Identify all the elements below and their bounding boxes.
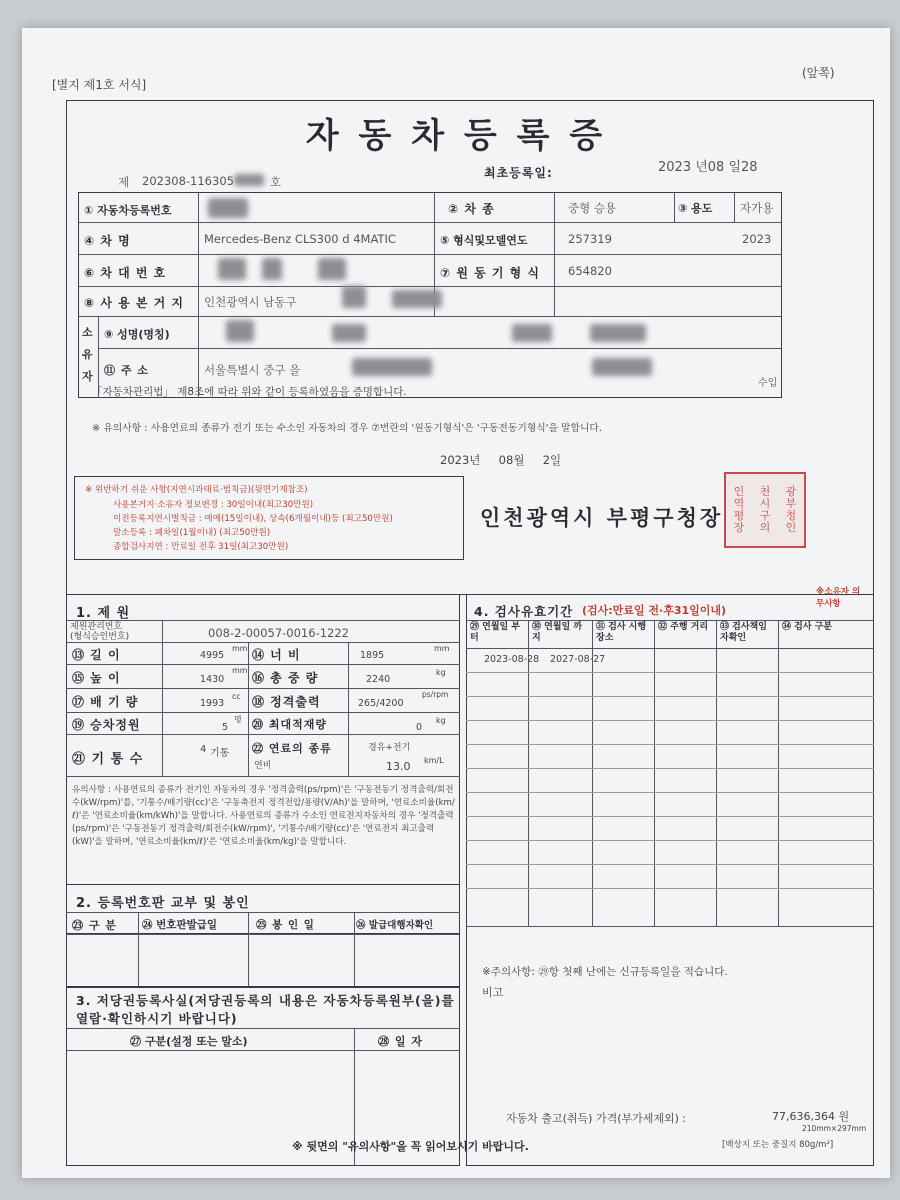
registration-certificate: [22, 28, 890, 1178]
price-value: 77,636,364 원: [772, 1110, 850, 1123]
name-value: Mercedes-Benz CLS300 d 4MATIC: [204, 232, 396, 246]
weight-label: ⑯ 총 중 량: [252, 671, 319, 685]
eff-label: 연비: [254, 761, 272, 771]
use-label: ③ 용도: [678, 202, 713, 215]
height-unit: mm: [232, 666, 248, 675]
width-value: 1895: [360, 650, 385, 661]
fuel-label: ㉒ 연료의 종류: [252, 742, 332, 755]
redacted-owner-name: [226, 320, 254, 342]
height-value: 1430: [200, 674, 225, 685]
plate-col-issued: ㉔ 번호판발급일: [142, 919, 218, 931]
type-label: ② 차 종: [448, 202, 495, 216]
redacted-regno-tail: [234, 174, 264, 186]
specs-note: 유의사항 : 사용연료의 종류가 전기인 자동차의 경우 '정격출력(ps/rpm)'은 '구동전동기 정격출력/회전수(kW/rpm)'를, '기통수/배기량(cc)'은 '구동축전지 정격전압/용량(V/Ah)'을 말하며, '연료소비율(km/ℓ)'은 '연료소비율(km/kWh)'을 말합니다. 사용연료의 종류가 수소인 연료전지자동차의 경우 '정격출력(ps/rpm)'은 '구동전동기 정격출력/회전수(kW/rpm)', '기통수/배기량(cc)'은 '연료전지 최고출력(kW)'을 말하며, '연료소비율(km/ℓ)'은 '연료소비율(km/kg)'을 말합니다.: [72, 785, 455, 847]
model-label: ⑤ 형식및모델연도: [440, 234, 528, 247]
redacted-owner-id-2: [512, 324, 552, 342]
length-unit: mm: [232, 644, 248, 653]
first-reg-label: 최초등록일:: [484, 166, 553, 180]
insp-col-from: ㉙ 연월일 부터: [470, 622, 521, 643]
owner-addr-tail: 수입: [758, 378, 778, 389]
insp-col-distance: ㉜ 주행 거리: [658, 622, 709, 632]
disp-value: 1993: [200, 698, 225, 709]
type-value: 중형 승용: [568, 201, 617, 215]
seats-value: 5: [222, 722, 229, 733]
insp-row1-from: 2023-08-28: [484, 654, 540, 665]
length-value: 4995: [200, 650, 225, 661]
issue-year-unit: 년: [469, 453, 481, 467]
name-label: ④ 차 명: [84, 234, 131, 248]
official-seal: 인 천 광 역 시 부 평 구 청 장 의 인: [724, 472, 806, 548]
penalty-line-5: 종합검사지연 : 만료일 전후 31일(최고30만원): [113, 542, 289, 552]
width-unit: mm: [434, 644, 450, 653]
approval-label: 제원관리번호 (형식승인번호): [70, 622, 130, 642]
cyl-value: 4: [200, 744, 207, 755]
power-label: ⑱ 정격출력: [252, 695, 321, 709]
redacted-owner-id-1: [332, 324, 366, 342]
cyl-label: ㉑ 기 통 수: [72, 752, 144, 767]
redacted-vin-1: [218, 258, 246, 280]
issue-day-unit: 일: [550, 453, 562, 467]
plate-title: 2. 등록번호판 교부 및 봉인: [76, 896, 250, 911]
vin-label: ⑥ 차 대 번 호: [84, 266, 167, 280]
plate-col-sealed: ㉕ 봉 인 일: [256, 919, 315, 931]
power-unit: ps/rpm: [422, 690, 449, 699]
document-title: 자 동 차 등 록 증: [305, 116, 607, 156]
eff-unit: km/L: [424, 756, 444, 765]
lien-col-type: ㉗ 구분(설정 또는 말소): [130, 1035, 248, 1048]
price-label: 자동차 출고(취득) 가격(부가세제외) :: [506, 1112, 687, 1125]
approval-value: 008-2-00057-0016-1222: [208, 626, 349, 640]
seats-unit: 명: [234, 715, 242, 724]
issue-year: 2023: [440, 453, 470, 467]
redacted-vin-2: [262, 258, 282, 280]
paper-size: 210mm×297mm: [802, 1124, 867, 1133]
redacted-addr-2: [592, 358, 652, 376]
redacted-reg-number: [208, 198, 248, 218]
seats-label: ⑲ 승차정원: [72, 718, 141, 732]
page-side: (앞쪽): [802, 66, 835, 80]
insp-col-officer: ㉝ 검사책임 자확인: [720, 622, 767, 643]
cyl-unit: 기통: [210, 748, 230, 759]
plate-col-type: ㉓ 구 분: [72, 919, 117, 932]
specs-title: 1. 제 원: [76, 606, 131, 621]
owner-label: 소유자: [82, 326, 94, 383]
penalty-box: [74, 476, 464, 560]
issue-day: 2: [542, 453, 551, 467]
insp-row1-to: 2027-08-27: [550, 654, 606, 665]
base-label: ⑧ 사 용 본 거 지: [84, 296, 185, 310]
issue-date: [440, 452, 561, 468]
insp-remark: 비고: [482, 986, 504, 999]
reg-no-label: 제: [118, 175, 130, 189]
redacted-base-2: [392, 290, 442, 308]
insp-col-place: ㉛ 검사 시행장소: [596, 622, 647, 643]
notice-text: ※ 유의사항 : 사용연료의 종류가 전기 또는 수소인 자동차의 경우 ⑦번란의 '원동기형식'은 '구동전동기형식'을 말합니다.: [92, 423, 602, 434]
redacted-owner-id-3: [590, 324, 646, 342]
redacted-base-1: [342, 286, 366, 308]
base-value: 인천광역시 남동구: [204, 295, 297, 309]
disp-unit: cc: [232, 692, 241, 701]
issuer: 인천광역시 부평구청장: [480, 505, 724, 530]
penalty-line-3: 이전등록지연시벌칙금 : 매매(15일이내), 상속(6개월이내)등 (최고50만원): [113, 514, 393, 524]
penalty-line-1: ※ 위반하기 쉬운 사항(지연시과태료·범칙금)(뒷면기재참조): [85, 485, 308, 495]
reg-number-label: ① 자동차등록번호: [84, 204, 172, 217]
fuel-value: 경유+전기: [368, 743, 411, 753]
weight-unit: kg: [436, 668, 446, 677]
plate-col-agent: ㉖ 발급대행자확인: [356, 920, 434, 931]
engine-label: ⑦ 원 동 기 형 식: [440, 266, 541, 280]
model-year: 2023: [742, 232, 772, 246]
redacted-addr-1: [352, 358, 432, 376]
model-value: 257319: [568, 232, 612, 246]
inspection-note: (검사:만료일 전·후31일이내): [582, 604, 727, 617]
load-label: ⑳ 최대적재량: [252, 718, 327, 731]
lien-col-date: ㉘ 일 자: [378, 1035, 423, 1048]
insp-footnote: ※주의사항: ㉙항 첫째 난에는 신규등록일을 적습니다.: [482, 966, 728, 978]
owner-addr-value: 서울특별시 중구 을: [204, 363, 301, 377]
width-label: ⑭ 너 비: [252, 648, 301, 662]
engine-value: 654820: [568, 264, 612, 278]
reg-no: 202308-116305: [142, 174, 234, 188]
height-label: ⑮ 높 이: [72, 671, 121, 685]
issue-month-unit: 월: [513, 453, 525, 467]
certify-text: 「자동차관리법」 제8조에 따라 위와 같이 등록하였음을 증명합니다.: [92, 386, 407, 398]
bottom-paper: [백상지 또는 중질지 80g/m²]: [722, 1140, 834, 1150]
disp-label: ⑰ 배 기 량: [72, 695, 139, 709]
issue-month: 08: [498, 453, 514, 467]
use-value: 자가용: [740, 201, 774, 215]
load-unit: kg: [436, 716, 446, 725]
inspection-title: 4. 검사유효기간: [474, 604, 574, 619]
eff-value: 13.0: [386, 760, 411, 773]
insp-col-to: ㉚ 연월일 까지: [532, 622, 583, 643]
length-label: ⑬ 길 이: [72, 648, 121, 662]
reg-no-suffix: 호: [270, 175, 282, 189]
owner-addr-label: ⑪ 주 소: [104, 364, 149, 377]
weight-value: 2240: [366, 674, 391, 685]
insp-col-kind: ㉞ 검사 구분: [782, 622, 833, 632]
load-value: 0: [416, 722, 423, 733]
form-number: [별지 제1호 서식]: [52, 78, 147, 92]
penalty-line-4: 말소등록 : 폐차일(1월이내) (최고50만원): [113, 528, 271, 538]
first-reg-value: 2023 년08 일28: [658, 160, 758, 175]
penalty-line-2: 사용본거지·소유자 정보변경 : 30일이내(최고30만원): [113, 500, 314, 510]
owner-name-label: ⑨ 성명(명칭): [104, 328, 170, 341]
power-value: 265/4200: [358, 698, 404, 709]
redacted-vin-3: [318, 258, 346, 280]
bottom-notice: ※ 뒷면의 "유의사항"을 꼭 읽어보시기 바랍니다.: [292, 1140, 529, 1153]
lien-title: 3. 저당권등록사실(저당권등록의 내용은 자동차등록원부(을)를 열람·확인하시기 바랍니다): [76, 993, 455, 1026]
inspection-corner: ※소유자 의무사항: [816, 587, 861, 609]
